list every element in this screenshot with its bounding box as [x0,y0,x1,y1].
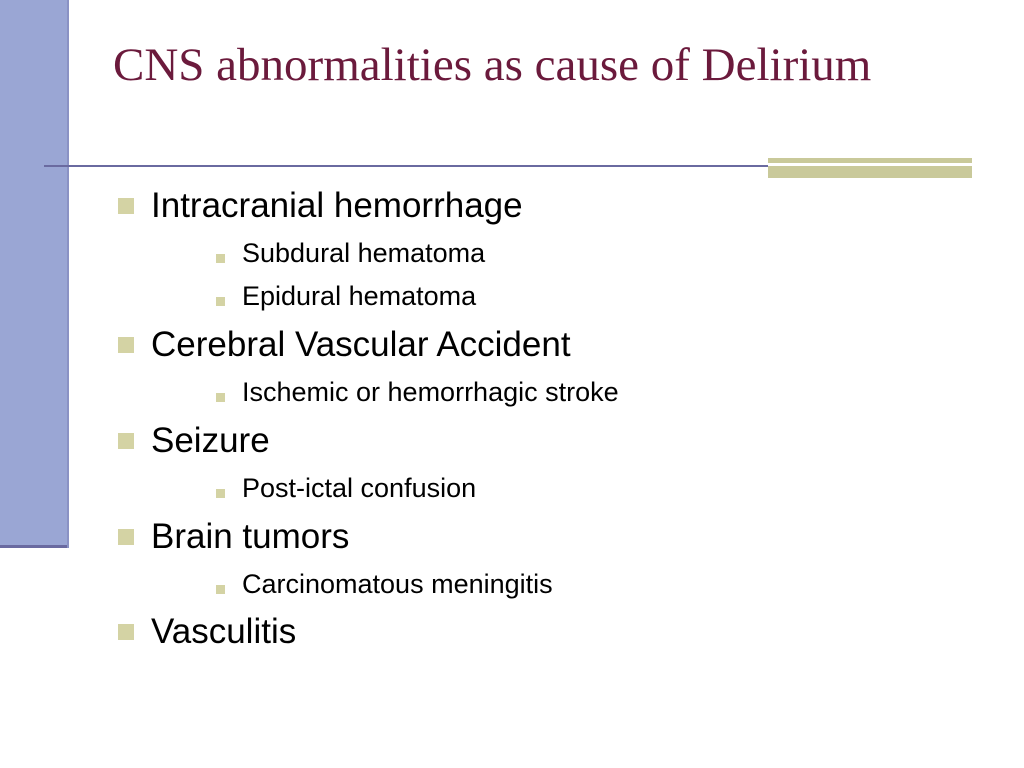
bullet-item: Intracranial hemorrhage [151,186,523,225]
bullet-item: Seizure [151,421,270,460]
bullet-square-icon [118,529,134,545]
bullet-square-icon [118,198,134,214]
sub-bullet-item: Epidural hematoma [242,281,477,311]
bullet-square-icon [118,337,134,353]
bullet-square-icon [118,433,134,449]
bullet-item: Cerebral Vascular Accident [151,325,571,364]
bullet-item: Vasculitis [151,612,297,651]
sub-bullet-square-icon [216,297,225,306]
bullet-item: Brain tumors [151,517,350,556]
bullet-square-icon [118,624,134,640]
sub-bullet-square-icon [216,254,225,263]
slide-title: CNS abnormalities as cause of Delirium [113,39,872,91]
sub-bullet-item: Ischemic or hemorrhagic stroke [242,377,619,407]
sub-bullet-item: Post-ictal confusion [242,473,477,503]
sub-bullet-square-icon [216,585,225,594]
sub-bullet-item: Subdural hematoma [242,238,486,268]
sub-bullet-square-icon [216,393,225,402]
sub-bullet-square-icon [216,489,225,498]
sub-bullet-item: Carcinomatous meningitis [242,569,553,599]
